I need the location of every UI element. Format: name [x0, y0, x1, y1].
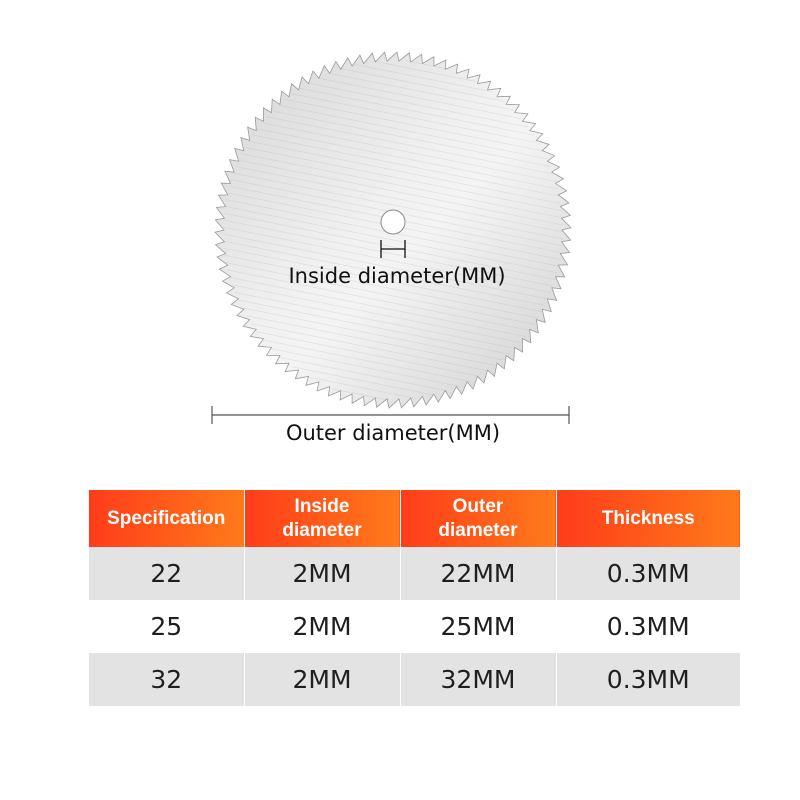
arbor-hole — [381, 210, 405, 234]
cell-inside-diameter: 2MM — [244, 547, 400, 600]
table-row — [89, 653, 740, 706]
inside-diameter-label: Inside diameter(MM) — [288, 264, 506, 288]
header-inside-diameter: Inside diameter — [244, 490, 400, 547]
cell-inside-diameter: 2MM — [244, 600, 400, 653]
cell-outer-diameter: 22MM — [400, 547, 556, 600]
outer-diameter-label: Outer diameter(MM) — [285, 421, 501, 445]
specification-table — [89, 490, 740, 706]
header-specification: Specification — [89, 490, 244, 547]
cell-thickness: 0.3MM — [556, 547, 740, 600]
table-row — [89, 600, 740, 653]
cell-inside-diameter: 2MM — [244, 653, 400, 706]
cell-thickness: 0.3MM — [556, 600, 740, 653]
cell-specification: 32 — [89, 653, 244, 706]
cell-specification: 22 — [89, 547, 244, 600]
table-header-row — [89, 490, 740, 547]
header-thickness: Thickness — [556, 490, 740, 547]
cell-outer-diameter: 32MM — [400, 653, 556, 706]
cell-thickness: 0.3MM — [556, 653, 740, 706]
header-outer-diameter: Outer diameter — [400, 490, 556, 547]
cell-specification: 25 — [89, 600, 244, 653]
table-row — [89, 547, 740, 600]
cell-outer-diameter: 25MM — [400, 600, 556, 653]
